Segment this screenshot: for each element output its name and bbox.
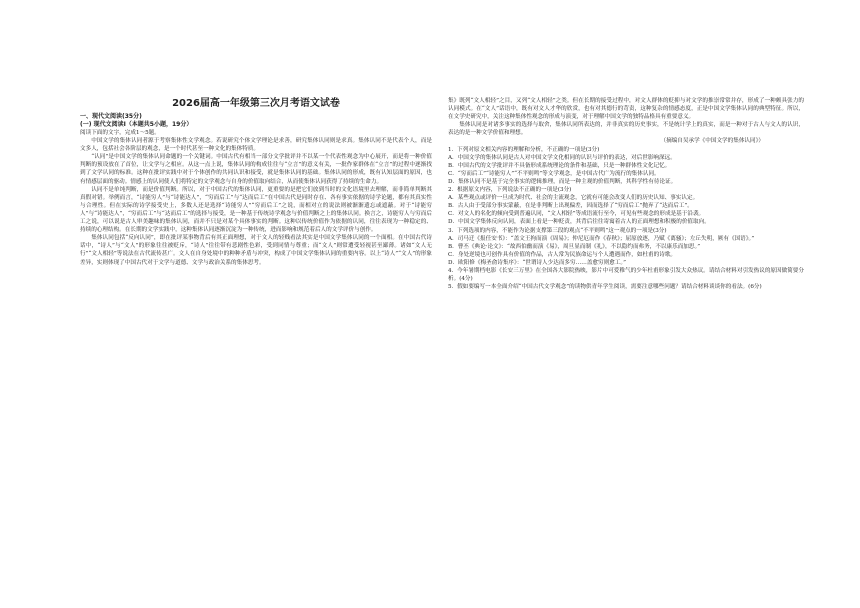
passage-paragraph: 集》既列“文人相轻”之目，又列“文人相轻”之类。但在长期的接受过程中，对文人群体的贬抑与对文学的推崇常常并存，形成了一种颇具张力的认同模式。在“文人”话语中，既有对文人才华的欣赏，也有对其德行的苛责，这种复杂的情感态度，正是中国文学集体认同的典型特征。所以，在文学史研究中，关注这种集体性观念的形成与演变，对于理解中国文学的独特品格具有重要意义。 [448, 98, 804, 121]
section-heading: 一、现代文阅读(35分) [80, 113, 142, 120]
question-option: A．某些观点或评价一旦成为时代、社会的主流观念，它就有可能会改变人们的历史认知、事实认定。 [448, 195, 699, 202]
question-stem: 1．下列对原文相关内容的理解和分析，不正确的一项是(3分) [448, 146, 600, 153]
passage-paragraph: “认同”是中国文学的集体认同命题的一个关键词。中国古代有相当一部分文学批评并不以某一个代表性观念为中心展开，而是将一种价值判断的预设放在了首位，让文学与之相应。从这一点上说，集体认同的构成往往与“立言”的意义有关，一批作家群体在“立言”的过程中逐渐找到了文学认同的标准。这种在批评实践中对于个体创作的共同认识和接受，就是集体认同的基础。集体认同的形成，既有认知层面的原因，也有情感层面的驱动。情感上的认同使人们将特定的文学观念与自身的价值取向结合，从而使集体认同获得了持续的生命力。 [80, 154, 432, 185]
question-stem: 4．今年暑期档电影《长安三万里》在全国各大影院热映，影片中可爱稚气的少年杜甫形象引发大众热议。请结合材料对引发热议的原因做简要分析。(4分) [448, 267, 804, 283]
passage-paragraph: 认同不是单纯判断，而是价值判断。所以，对于中国古代的集体认同，更重要的是把它们放到当时的文化语境里去理解，而非简单判断其真假对错。举例而言，“诗能穷人”与“诗能达人”，“穷而后工”与“达而后工”在中国古代是同时存在、各有事实依据的诗学论题，都有其真实性与合理性。但在实际的诗学接受史上，多数人还是选择“诗能穷人”“穷而后工”之说，而相对立的说法则被渐渐遗忘或遮蔽。对于“诗能穷人”与“诗能达人”，“穷而后工”与“达而后工”的选择与接受，是一种基于传统诗学观念与价值判断之上的集体认同。换言之，诗能穷人与穷而后工之说，可以说是古人审美趣味的集体认同，而并不只是对某个具体事实的判断。这种以传统价值作为依据的认同，往往表现为一种稳定的、持续的心理结构。在长期的文学实践中，这种集体认同逐渐沉淀为一种传统，进而影响和规范着后人的文学评价与创作。 [80, 186, 432, 234]
question-stem: 5．假如要编写一本全面介绍“中国古代文学观念”的读物供青年学生阅读，需要注意哪些问题？请结合材料谈谈你的看法。(6分) [448, 284, 762, 291]
source-citation: （摘编自吴承学《中国文学的集体认同》） [660, 138, 764, 145]
passage-paragraph: 中国文学的集体认同者源于考察集体性文学观念。若说研究个体文学理论是求善，研究集体认同则是求真。集体认同不是代表个人，而是文多人，包括社会各阶层的观念，是一个时代甚至一种文化的集体特质。 [80, 138, 432, 153]
subsection-heading: (一) 现代文阅读Ⅰ（本题共5小题，19分） [80, 121, 193, 128]
question-option: D．集体认同不是基于完全事实的逻辑推理，而是一种主观的价值判断，其科学性有待论证。 [448, 178, 677, 185]
instruction-text: 阅读下面的文字，完成1～5题。 [80, 130, 160, 136]
right-column [448, 97, 804, 291]
left-column [80, 95, 432, 267]
question-option: C．对文人的名化的倾向受到普遍认同，“文人相轻”等成语流行至今，可见有些观念的形成是基于沿袭。 [448, 211, 705, 218]
question-stem: 3．下列选项的内容，不能作为论据支撑第三段的观点“不平则鸣”这一观点的一项是(3分) [448, 227, 667, 234]
question-option: B．古人由于受部分事实蒙蔽，在是非判断上出现偏差，因而选择了“穷而后工”抛弃了“达而后工”。 [448, 203, 693, 210]
question-option: B．中国古代的文学批评并不具备形成系统理论的条件和基础，只是一种群体性文化记忆。 [448, 162, 671, 169]
question-stem: 2．根据原文内容，下列说法不正确的一项是(3分) [448, 187, 572, 194]
exam-title: 2026届高一年级第三次月考语文试卷 [172, 98, 340, 109]
passage-paragraph: 集体认同是对诸多事实的选择与取舍，集体认同所表达的，并非真实的历史事实，不是统计学上的真实，而是一种对于古人与文人的认识，表达的是一种文学价值和理想。 [448, 122, 804, 137]
passage-paragraph: 集体认同包括“反向认同”，即在批评某事物背后有其正面理想，对于文人的轻贱看法其实是中国文学集体认同的一个面相。在中国古代诗话中，“诗人”与“文人”的形象往往被贬斥，“诗人”往往带有悲剧性色彩，受到同情与尊重；而“文人”则常遭受轻视甚至鄙薄。诸如“文人无行”“文人相轻”等说法在古代流传甚广。文人在自身处境中的种种矛盾与冲突，构成了中国文学集体认同的重要内容。以上“诗人”“文人”的形象差异，实则体现了中国古代对于文学与道德、文学与政治关系的集体思考。 [80, 235, 432, 266]
question-option: B．曹丕《典论·论文》：“故西伯幽而演《易》，周旦显而制《礼》，不以隐约而弗务，不以康乐而加思。” [448, 243, 701, 250]
question-option: D．中国文学集体反向认同，表面上看是一种贬责，其背后往往寄寓着古人的正面理想和积极的价值取向。 [448, 219, 710, 226]
question-option: D．欧阳修《梅圣俞诗集序》：“世谓诗人少达而多穷……盖愈穷则愈工。” [448, 259, 627, 266]
question-option: A．中国文学的集体认同是古人对中国文学文化相同的认识与评价的表达，对后世影响深远。 [448, 154, 676, 161]
question-option: C．“穷而后工”“诗能穷人”“不平则鸣”等文学观念，是中国古代广为流行的集体认同。 [448, 170, 660, 177]
question-option: C．身处逆境也可创作具有价值的作品，古人常为民族命运与个人遭遇而作，如杜甫的诗歌。 [448, 251, 677, 258]
question-option: A．司马迁《报任安书》：“盖文王拘而演《周易》；仲尼厄而作《春秋》；屈原放逐，乃赋《离骚》；左丘失明，厥有《国语》。” [448, 235, 755, 242]
